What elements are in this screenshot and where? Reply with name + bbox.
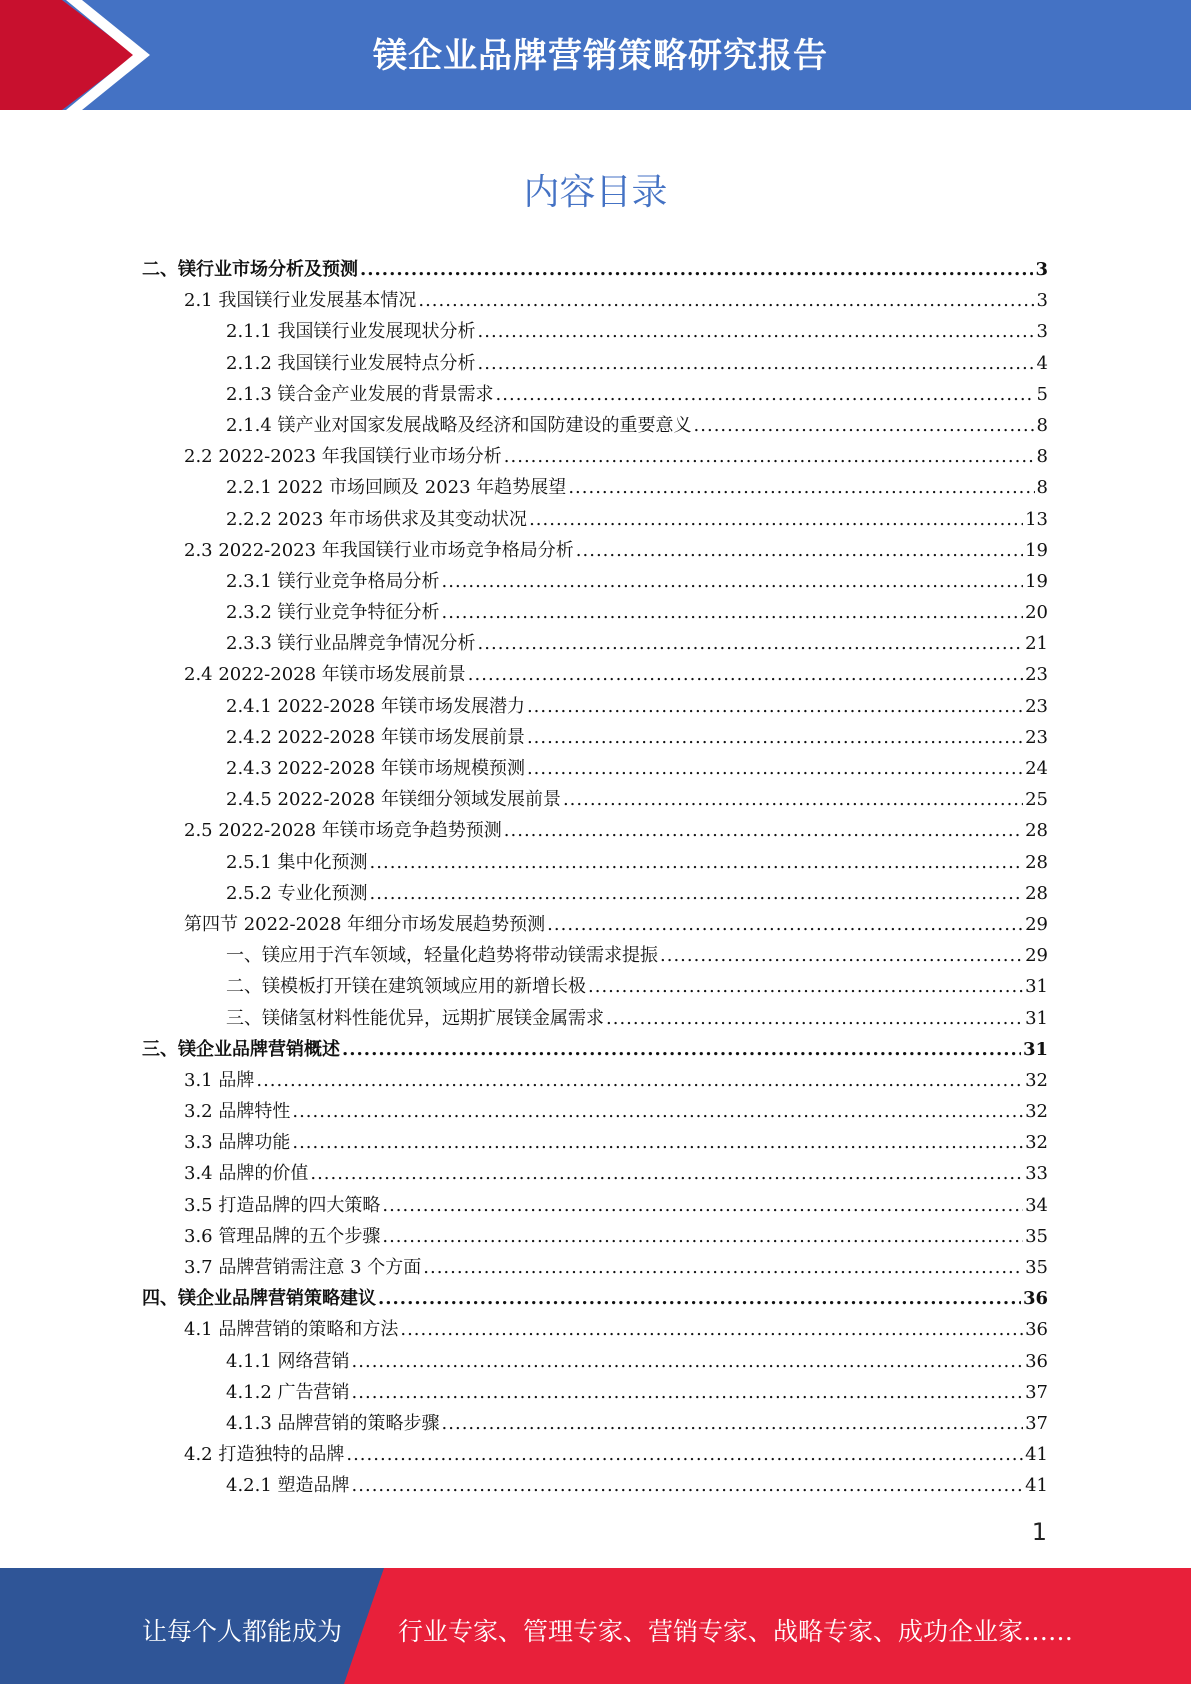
toc-leader-dots [606, 1008, 1023, 1029]
toc-entry[interactable] [142, 1222, 1048, 1253]
report-title: 镁企业品牌营销策略研究报告 [373, 36, 828, 76]
toc-heading: 内容目录 [523, 172, 668, 213]
toc-entry-page: 36 [1025, 1350, 1048, 1372]
toc-entry-title: 4.2 打造独特的品牌 [184, 1444, 345, 1466]
page-header [0, 0, 1191, 110]
toc-leader-dots [423, 1257, 1023, 1278]
toc-leader-dots [504, 820, 1023, 841]
page-number: 1 [1031, 1518, 1047, 1546]
toc-entry-page: 32 [1025, 1132, 1048, 1154]
toc-entry-page: 35 [1025, 1225, 1048, 1247]
toc-entry[interactable] [142, 1128, 1048, 1159]
toc-leader-dots [576, 540, 1023, 561]
toc-leader-dots [527, 758, 1023, 779]
toc-entry-title: 第四节 2022-2028 年细分市场发展趋势预测 [184, 913, 546, 935]
toc-leader-dots [442, 571, 1024, 592]
toc-leader-dots [478, 353, 1035, 374]
toc-entry-title: 3.3 品牌功能 [184, 1132, 291, 1154]
toc-entry-page: 31 [1025, 1007, 1048, 1029]
toc-entry-title: 三、镁储氢材料性能优异，远期扩展镁金属需求 [226, 1007, 604, 1029]
toc-entry[interactable] [142, 1284, 1048, 1315]
toc-entry[interactable] [142, 1409, 1048, 1440]
footer-slogan-right: 行业专家、管理专家、营销专家、战略专家、成功企业家…… [398, 1617, 1074, 1646]
toc-entry[interactable] [142, 1347, 1048, 1378]
toc-leader-dots [527, 727, 1023, 748]
toc-entry-page: 41 [1025, 1444, 1048, 1466]
toc-entry-title: 二、镁模板打开镁在建筑领域应用的新增长极 [226, 976, 586, 998]
toc-entry-title: 一、镁应用于汽车领域，轻量化趋势将带动镁需求提振 [226, 945, 658, 967]
toc-entry-title: 2.4.2 2022-2028 年镁市场发展前景 [226, 726, 525, 748]
toc-entry-page: 5 [1036, 383, 1048, 405]
toc-entry[interactable] [142, 317, 1048, 348]
toc-entry-page: 24 [1025, 758, 1048, 779]
toc-entry-page: 3 [1036, 290, 1048, 312]
toc-leader-dots [342, 1039, 1021, 1060]
toc-leader-dots [352, 1351, 1024, 1372]
toc-entry-page: 13 [1025, 508, 1048, 530]
toc-leader-dots [468, 664, 1023, 685]
toc-entry-page: 23 [1025, 695, 1048, 717]
toc-entry-page: 23 [1025, 664, 1048, 686]
toc-entry[interactable] [142, 785, 1048, 816]
toc-leader-dots [418, 290, 1034, 311]
toc-entry-title: 2.1.2 我国镁行业发展特点分析 [226, 352, 476, 374]
toc-entry-title: 三、镁企业品牌营销概述 [142, 1038, 340, 1060]
toc-entry-page: 8 [1036, 477, 1048, 499]
toc-entry-title: 2.5.2 专业化预测 [226, 882, 368, 904]
toc-entry-page: 28 [1025, 820, 1048, 842]
toc-leader-dots [568, 477, 1034, 498]
toc-entry[interactable] [142, 505, 1048, 536]
toc-leader-dots [442, 602, 1024, 623]
toc-leader-dots [292, 1101, 1023, 1122]
toc-entry-title: 2.5.1 集中化预测 [226, 851, 368, 873]
toc-entry[interactable] [142, 1315, 1048, 1346]
toc-leader-dots [256, 1070, 1023, 1091]
toc-entry[interactable] [142, 910, 1048, 941]
toc-leader-dots [547, 914, 1023, 935]
toc-leader-dots [382, 1226, 1023, 1247]
toc-entry-page: 19 [1025, 539, 1048, 561]
toc-entry-page: 32 [1025, 1101, 1048, 1123]
toc-entry-title: 2.3.3 镁行业品牌竞争情况分析 [226, 633, 476, 655]
toc-leader-dots [292, 1132, 1023, 1153]
toc-leader-dots [527, 696, 1023, 717]
toc-entry[interactable] [142, 816, 1048, 847]
toc-entry-title: 2.1 我国镁行业发展基本情况 [184, 290, 417, 312]
toc-leader-dots [478, 633, 1024, 654]
toc-entry-title: 4.1 品牌营销的策略和方法 [184, 1319, 399, 1341]
toc-entry-title: 3.6 管理品牌的五个步骤 [184, 1225, 381, 1247]
toc-entry-page: 4 [1036, 352, 1048, 374]
toc-leader-dots [370, 883, 1024, 904]
toc-leader-dots [504, 446, 1035, 467]
toc-entry-page: 37 [1025, 1412, 1048, 1434]
toc-entry-page: 29 [1025, 913, 1048, 935]
toc-entry-title: 3.1 品牌 [184, 1069, 255, 1091]
toc-entry[interactable] [142, 536, 1048, 567]
toc-entry[interactable] [142, 1066, 1048, 1097]
toc-entry-title: 2.2.1 2022 市场回顾及 2023 年趋势展望 [226, 477, 567, 499]
toc-entry-page: 28 [1025, 882, 1048, 904]
toc-leader-dots [478, 321, 1035, 342]
toc-entry-page: 34 [1025, 1194, 1048, 1216]
toc-entry-page: 25 [1025, 789, 1048, 811]
toc-entry[interactable] [142, 692, 1048, 723]
toc-entry[interactable] [142, 660, 1048, 691]
table-of-contents [142, 255, 1048, 1503]
toc-entry-page: 31 [1022, 1038, 1048, 1060]
toc-entry-page: 36 [1025, 1319, 1048, 1341]
toc-entry[interactable] [142, 972, 1048, 1003]
toc-entry-page: 21 [1025, 633, 1048, 655]
toc-entry-title: 2.2.2 2023 年市场供求及其变动状况 [226, 508, 528, 530]
toc-entry-page: 3 [1036, 321, 1048, 343]
toc-entry-title: 2.1.1 我国镁行业发展现状分析 [226, 321, 476, 343]
toc-entry-title: 3.4 品牌的价值 [184, 1163, 309, 1185]
toc-entry-title: 2.3 2022-2023 年我国镁行业市场竞争格局分析 [184, 539, 574, 561]
toc-entry-page: 36 [1022, 1288, 1048, 1310]
toc-entry-title: 2.3.2 镁行业竞争特征分析 [226, 602, 440, 624]
toc-entry[interactable] [142, 848, 1048, 879]
toc-entry-page: 28 [1025, 851, 1048, 873]
toc-entry-title: 2.5 2022-2028 年镁市场竞争趋势预测 [184, 820, 502, 842]
toc-entry[interactable] [142, 754, 1048, 785]
toc-entry-title: 4.1.2 广告营销 [226, 1381, 350, 1403]
toc-entry-title: 2.1.3 镁合金产业发展的背景需求 [226, 383, 494, 405]
toc-entry[interactable] [142, 349, 1048, 380]
page-footer [0, 1568, 1191, 1684]
toc-entry[interactable] [142, 941, 1048, 972]
toc-leader-dots [382, 1195, 1023, 1216]
toc-entry[interactable] [142, 380, 1048, 411]
toc-entry-title: 2.4.1 2022-2028 年镁市场发展潜力 [226, 695, 525, 717]
toc-entry[interactable] [142, 723, 1048, 754]
toc-leader-dots [588, 976, 1023, 997]
toc-leader-dots [360, 259, 1033, 280]
toc-entry-title: 3.2 品牌特性 [184, 1101, 291, 1123]
toc-leader-dots [660, 945, 1023, 966]
toc-entry[interactable] [142, 567, 1048, 598]
toc-entry[interactable] [142, 1191, 1048, 1222]
toc-entry-title: 4.1.3 品牌营销的策略步骤 [226, 1412, 440, 1434]
toc-entry-page: 41 [1025, 1475, 1048, 1497]
toc-leader-dots [400, 1319, 1023, 1340]
toc-entry-page: 8 [1036, 414, 1048, 436]
toc-leader-dots [496, 384, 1035, 405]
toc-entry[interactable] [142, 411, 1048, 442]
toc-entry[interactable] [142, 598, 1048, 629]
toc-entry-title: 2.3.1 镁行业竞争格局分析 [226, 570, 440, 592]
toc-entry-title: 3.7 品牌营销需注意 3 个方面 [184, 1257, 422, 1278]
toc-entry-title: 四、镁企业品牌营销策略建议 [142, 1288, 376, 1310]
toc-entry-page: 29 [1025, 945, 1048, 967]
toc-entry-page: 35 [1025, 1257, 1048, 1278]
toc-entry-title: 二、镁行业市场分析及预测 [142, 259, 358, 280]
toc-leader-dots [352, 1382, 1024, 1403]
toc-entry-page: 3 [1035, 259, 1048, 280]
toc-entry[interactable] [142, 1035, 1048, 1066]
toc-entry[interactable] [142, 1471, 1048, 1502]
toc-entry-title: 2.4.3 2022-2028 年镁市场规模预测 [226, 758, 525, 779]
toc-entry-page: 19 [1025, 570, 1048, 592]
toc-leader-dots [378, 1288, 1021, 1309]
toc-entry-title: 2.1.4 镁产业对国家发展战略及经济和国防建设的重要意义 [226, 414, 692, 436]
toc-leader-dots [563, 789, 1023, 810]
toc-entry[interactable] [142, 1004, 1048, 1035]
toc-entry[interactable] [142, 1378, 1048, 1409]
toc-entry-title: 2.2 2022-2023 年我国镁行业市场分析 [184, 446, 502, 468]
toc-entry-title: 3.5 打造品牌的四大策略 [184, 1194, 381, 1216]
toc-leader-dots [529, 509, 1023, 530]
toc-leader-dots [352, 1475, 1024, 1496]
toc-leader-dots [442, 1413, 1024, 1434]
toc-entry[interactable] [142, 879, 1048, 910]
toc-entry-page: 8 [1036, 446, 1048, 468]
toc-entry-title: 2.4 2022-2028 年镁市场发展前景 [184, 664, 466, 686]
toc-entry[interactable] [142, 442, 1048, 473]
toc-entry-title: 4.1.1 网络营销 [226, 1350, 350, 1372]
toc-entry-title: 2.4.5 2022-2028 年镁细分领域发展前景 [226, 789, 561, 811]
toc-leader-dots [694, 415, 1035, 436]
toc-entry-page: 31 [1025, 976, 1048, 998]
toc-entry[interactable] [142, 1253, 1048, 1284]
toc-entry[interactable] [142, 1159, 1048, 1190]
toc-entry[interactable] [142, 629, 1048, 660]
toc-entry-page: 33 [1025, 1163, 1048, 1185]
toc-leader-dots [310, 1163, 1023, 1184]
toc-entry-title: 4.2.1 塑造品牌 [226, 1475, 350, 1497]
toc-entry-page: 37 [1025, 1381, 1048, 1403]
toc-entry-page: 23 [1025, 726, 1048, 748]
toc-leader-dots [370, 852, 1024, 873]
toc-entry[interactable] [142, 255, 1048, 286]
toc-entry[interactable] [142, 1440, 1048, 1471]
footer-slogan-left: 让每个人都能成为 [142, 1617, 343, 1646]
toc-entry[interactable] [142, 286, 1048, 317]
toc-entry-page: 20 [1025, 602, 1048, 624]
toc-entry[interactable] [142, 1097, 1048, 1128]
toc-entry-page: 32 [1025, 1069, 1048, 1091]
toc-entry[interactable] [142, 473, 1048, 504]
toc-leader-dots [346, 1444, 1023, 1465]
